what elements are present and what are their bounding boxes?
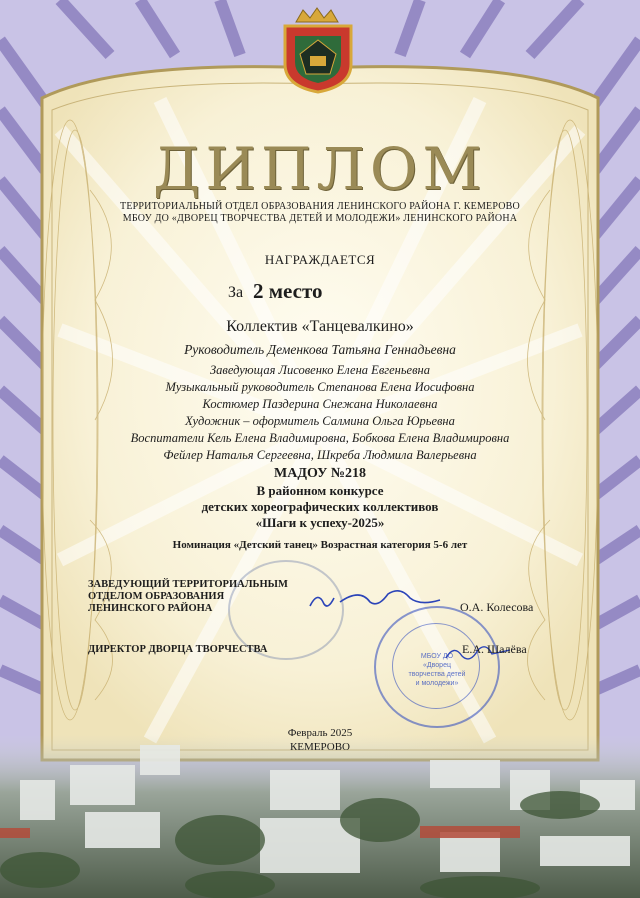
contest-line-1: В районном конкурсе — [256, 483, 384, 498]
staff-line-1: Руководитель Деменкова Татьяна Геннадьевна — [184, 342, 456, 357]
contest-line-2: детских хореографических коллективов — [201, 499, 439, 514]
issuer-line-2: МБОУ ДО «ДВОРЕЦ ТВОРЧЕСТВА ДЕТЕЙ И МОЛОДЕЖИ» ЛЕНИНСКОГО РАЙОНА — [122, 213, 518, 224]
awarded-label: НАГРАЖДАЕТСЯ — [264, 252, 376, 267]
issuer-line-1: ТЕРРИТОРИАЛЬНЫЙ ОТДЕЛ ОБРАЗОВАНИЯ ЛЕНИНСКОГО РАЙОНА Г. КЕМЕРОВО — [120, 201, 520, 212]
staff-line-6: Воспитатели Кель Елена Владимировна, Бобкова Елена Владимировна — [130, 431, 510, 445]
contest-line-3: «Шаги к успеху-2025» — [255, 515, 385, 530]
staff-line-4: Костюмер Паздерина Снежана Николаевна — [202, 397, 438, 411]
issue-date: Февраль 2025 — [287, 727, 353, 739]
director-title: ДИРЕКТОР ДВОРЦА ТВОРЧЕСТВА — [88, 644, 268, 655]
collective-name: Коллектив «Танцевалкино» — [226, 318, 414, 335]
place-prefix: За — [228, 284, 244, 301]
head-name: О.А. Колесова — [460, 600, 534, 614]
place-label: 2 место — [253, 279, 323, 303]
round-stamp: МБОУ ДО «Дворец творчества детей и молодежи» — [374, 606, 500, 728]
staff-line-2: Заведующая Лисовенко Елена Евгеньевна — [209, 363, 430, 377]
staff-line-3: Музыкальный руководитель Степанова Елена Иосифовна — [165, 380, 475, 394]
head-title-line-2: ОТДЕЛОМ ОБРАЗОВАНИЯ — [88, 591, 225, 602]
diploma-title: ДИПЛОМ — [153, 135, 487, 203]
staff-line-5: Художник – оформитель Салмина Ольга Юрьевна — [185, 414, 455, 428]
head-title-line-3: ЛЕНИНСКОГО РАЙОНА — [88, 603, 213, 614]
director-name: Е.А. Шалёва — [462, 642, 527, 656]
issue-city: КЕМЕРОВО — [289, 741, 351, 753]
nomination-line: Номинация «Детский танец» Возрастная категория 5-6 лет — [172, 539, 468, 551]
staff-line-7: Фейлер Наталья Сергеевна, Шкреба Людмила Валерьевна — [163, 448, 477, 462]
head-title-line-1: ЗАВЕДУЮЩИЙ ТЕРРИТОРИАЛЬНЫМ — [88, 579, 288, 590]
signature-kolesova — [300, 580, 450, 620]
institution-name: МАДОУ №218 — [274, 466, 366, 481]
